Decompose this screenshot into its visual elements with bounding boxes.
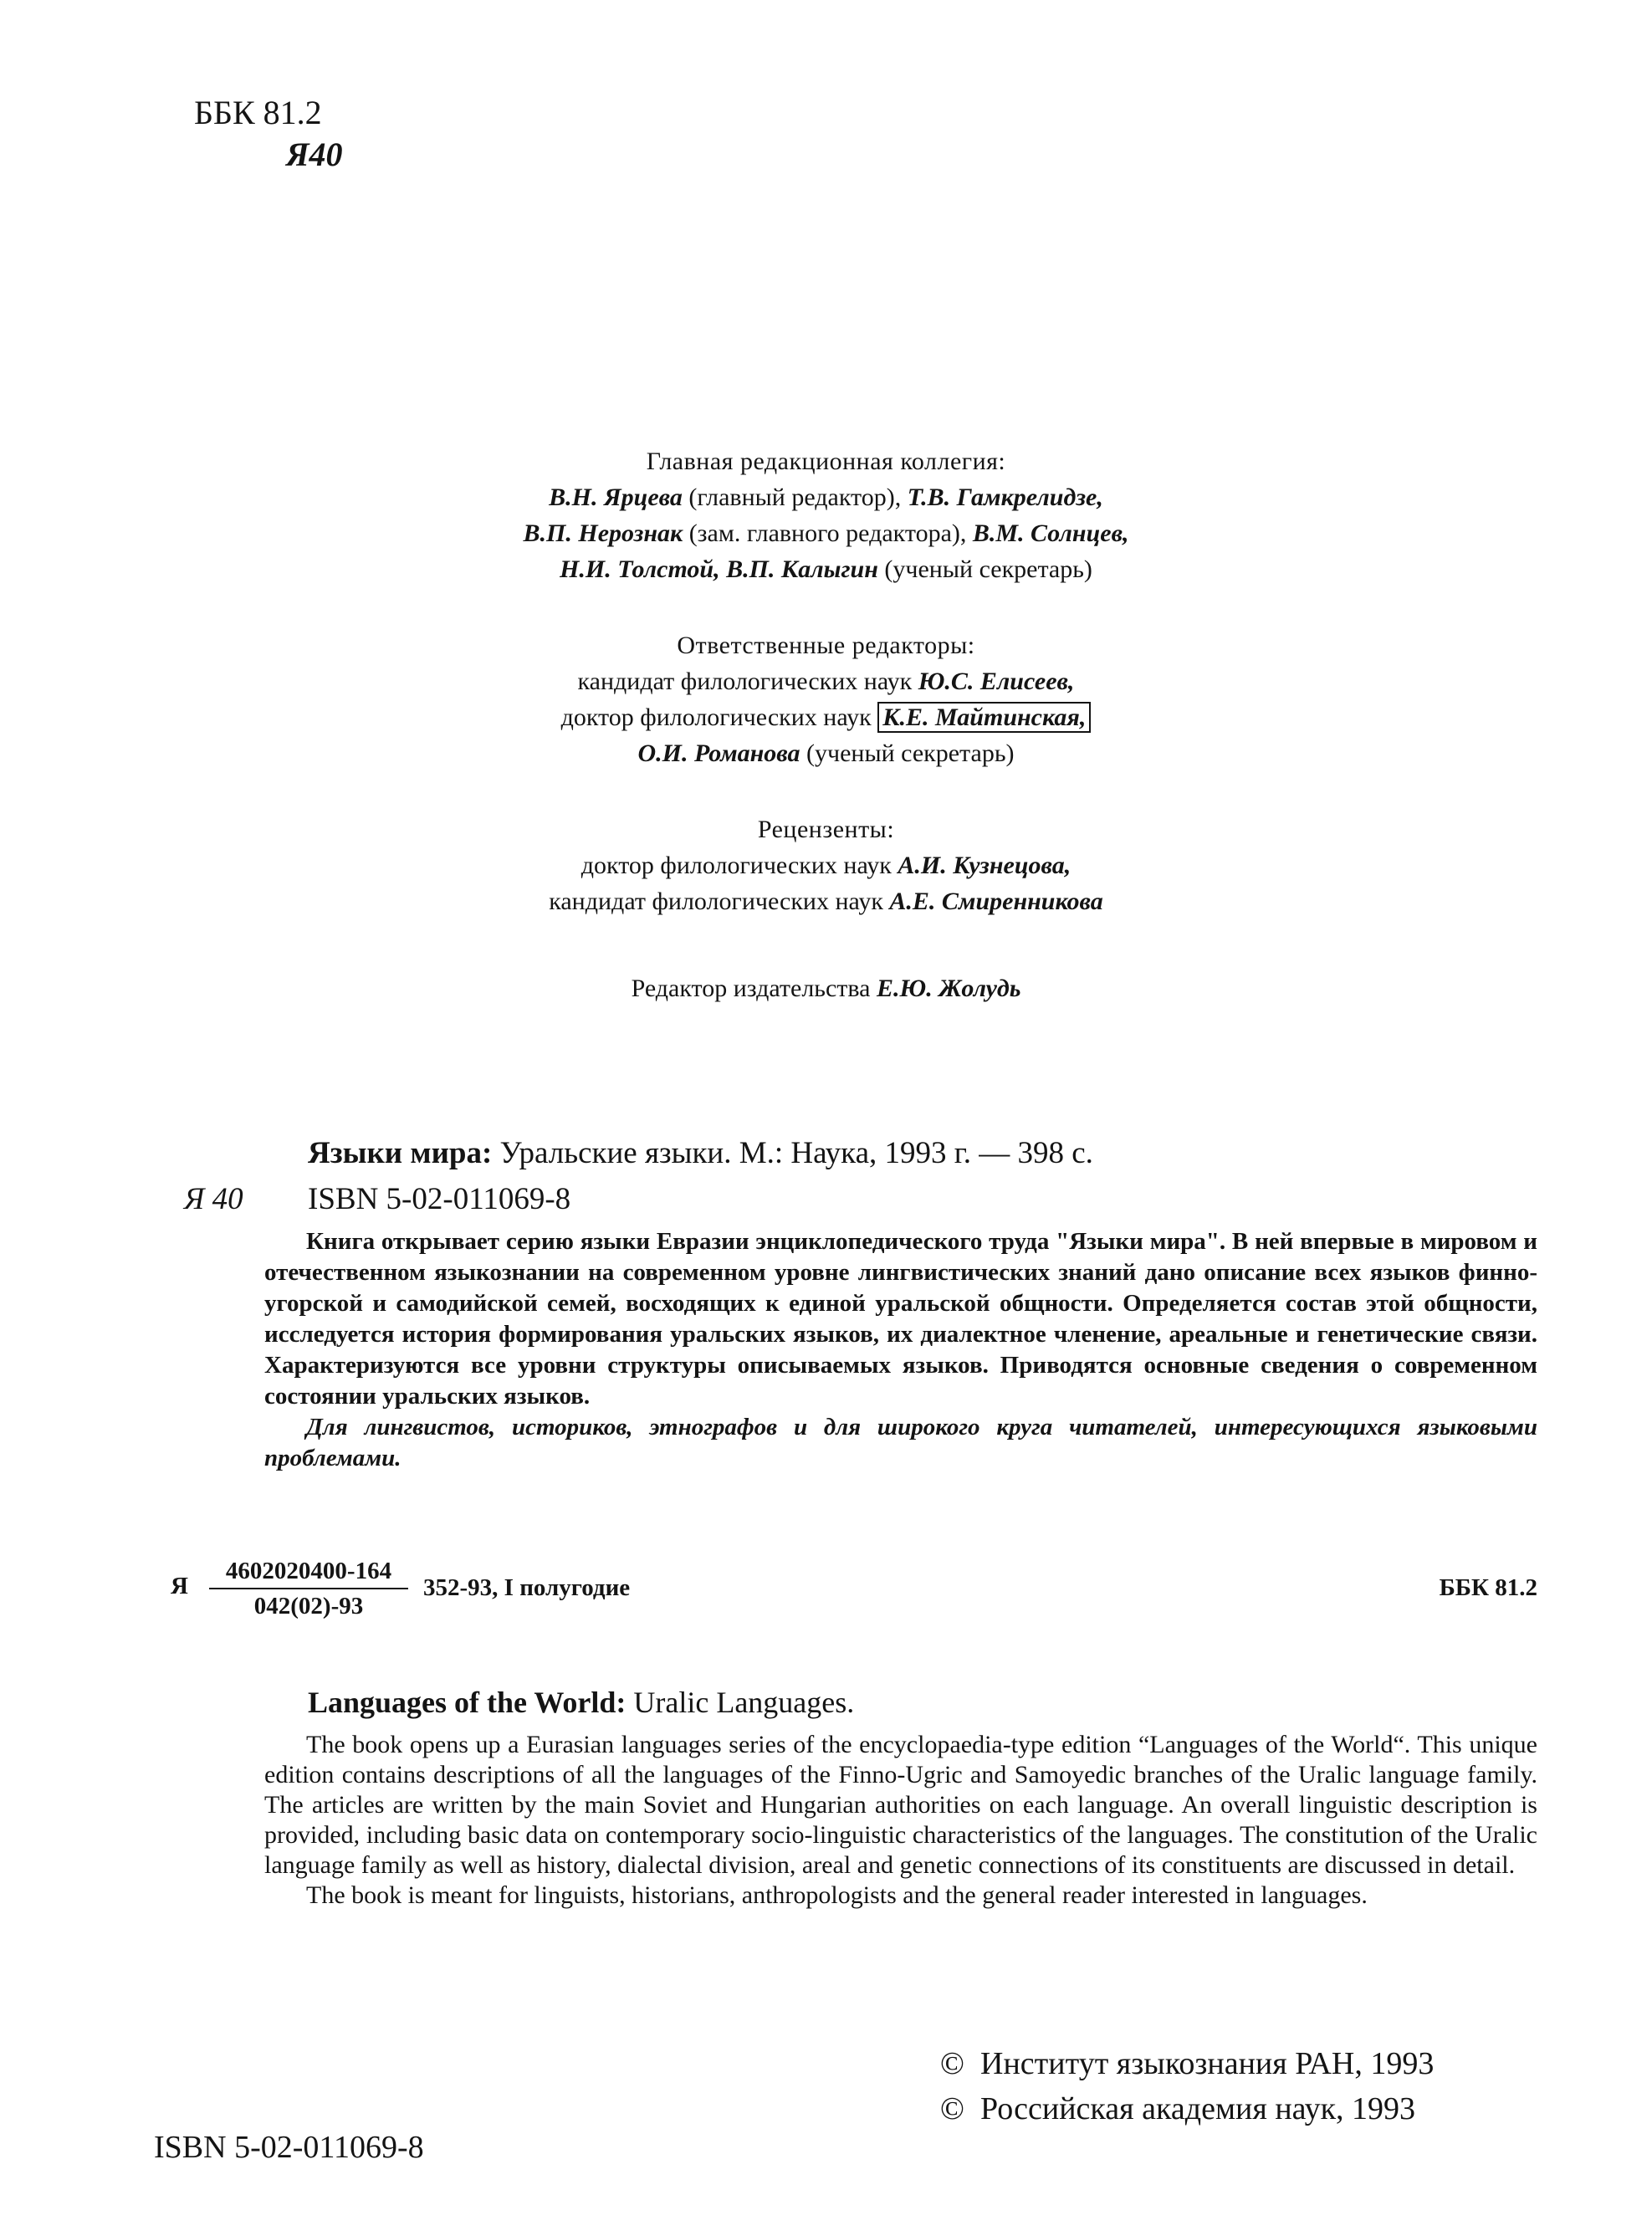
editor-name: О.И. Романова [637,739,800,767]
responsible-editors-heading: Ответственные редакторы: [677,632,975,659]
copyright-holder: Российская академия наук, 1993 [980,2091,1416,2126]
responsible-editor-line-2 [0,699,1652,735]
editor-name-boxed: К.Е. Майтинская, [877,702,1091,733]
academic-degree: кандидат филологических наук [549,888,890,915]
editor-name: В.Н. Ярцева [549,484,683,511]
code-fraction [209,1556,408,1623]
editorial-board-line-1 [0,479,1652,515]
copyright-holder: Институт языкознания РАН, 1993 [980,2046,1435,2081]
english-summary [264,1730,1537,1911]
isbn-bottom: ISBN 5-02-011069-8 [154,2130,424,2165]
editor-name: В.М. Солнцев, [972,519,1129,547]
editor-name: Ю.С. Елисеев, [918,668,1075,695]
copyright-line-2 [940,2086,1434,2131]
academic-degree: доктор филологических наук [560,704,878,731]
bbk-code: ББК 81.2 [194,94,322,131]
code-denominator: 042(02)-93 [253,1593,364,1620]
reviewers [0,811,1652,919]
editor-role: (главный редактор), [682,484,908,511]
copyright-icon: © [940,2091,964,2126]
academic-degree: доктор филологических наук [581,852,898,879]
code-numerator: 4602020400-164 [209,1556,408,1589]
copyright-line-1 [940,2041,1434,2086]
bbk-classification-top [194,92,343,176]
catalog-code-row [171,1556,1537,1623]
academic-degree: кандидат филологических наук [577,668,918,695]
annotation-ru-paragraph-2: Для лингвистов, историков, этнографов и для широкого круга читателей, интересующихся языковыми проблемами. [264,1414,1537,1471]
editorial-board [0,443,1652,587]
reviewer-line-1 [0,847,1652,883]
english-title-bold: Languages of the World: [308,1686,627,1719]
english-summary-paragraph-2: The book is meant for linguists, historians, anthropologists and the general reader interested in languages. [306,1881,1368,1909]
reviewer-line-2 [0,883,1652,919]
publisher-editor [0,970,1652,1006]
author-sign: Я40 [286,136,343,173]
publisher-editor-label: Редактор издательства [631,975,877,1002]
copyright-icon: © [940,2046,964,2081]
responsible-editor-line-1 [0,663,1652,699]
isbn-main: ISBN 5-02-011069-8 [308,1182,571,1216]
responsible-editors [0,627,1652,771]
english-title-rest: Uralic Languages. [626,1686,855,1719]
annotation-ru [264,1226,1537,1474]
editor-name: Н.И. Толстой, В.П. Калыгин [560,555,878,583]
english-summary-paragraph-1: The book opens up a Eurasian languages series of the encyclopaedia-type edition “Languages of the World“. This unique edition contains descriptions of all the languages of the Finno-Ugric and Samoyedic branches of the Uralic language family. The articles are written by the main Soviet and Hungarian authorities on each language. An overall linguistic description is provided, including basic data on contemporary socio-linguistic characteristics of the languages. The constitution of the Uralic language family as well as history, dialectal division, areal and genetic connections of its constituents are discussed in detail. [264,1731,1537,1879]
editor-name: В.П. Нерознак [523,519,683,547]
bibliographic-title [308,1133,1093,1174]
editorial-board-line-3 [0,551,1652,587]
title-bold: Языки мира: [308,1136,493,1170]
english-title [308,1683,854,1722]
editor-role: (зам. главного редактора), [683,519,973,547]
editor-name: Т.В. Гамкрелидзе, [907,484,1103,511]
editor-role: (ученый секретарь) [800,739,1015,767]
reviewer-name: А.Е. Смиренникова [889,888,1103,915]
copyright-block [940,2041,1434,2131]
order-number: 352-93, I полугодие [423,1574,631,1601]
responsible-editor-line-3 [0,735,1652,771]
publisher-editor-name: Е.Ю. Жолудь [877,975,1021,1002]
editorial-board-heading: Главная редакционная коллегия: [646,448,1006,475]
editor-role: (ученый секретарь) [877,555,1092,583]
code-letter: Я [171,1573,188,1599]
bbk-code-right: ББК 81.2 [1439,1574,1537,1601]
annotation-ru-paragraph-1: Книга открывает серию языки Евразии энциклопедического труда "Языки мира". В ней впервые в мировом и отечественном языкознании на современном уровне лингвистических знаний дано описание всех языков финно-угорской и самодийской семей, восходящих к единой уральской общности. Определяется состав этой общности, исследуется история формирования уральских языков, их диалектное членение, ареальные и генетические связи. Характеризуются все уровни структуры описываемых языков. Приводятся основные сведения о современном состоянии уральских языков. [264,1228,1537,1410]
title-rest: Уральские языки. М.: Наука, 1993 г. — 398 с. [492,1136,1093,1170]
reviewer-name: А.И. Кузнецова, [898,852,1071,879]
reviewers-heading: Рецензенты: [757,816,895,843]
index-code: Я 40 [184,1182,243,1216]
editorial-board-line-2 [0,515,1652,551]
